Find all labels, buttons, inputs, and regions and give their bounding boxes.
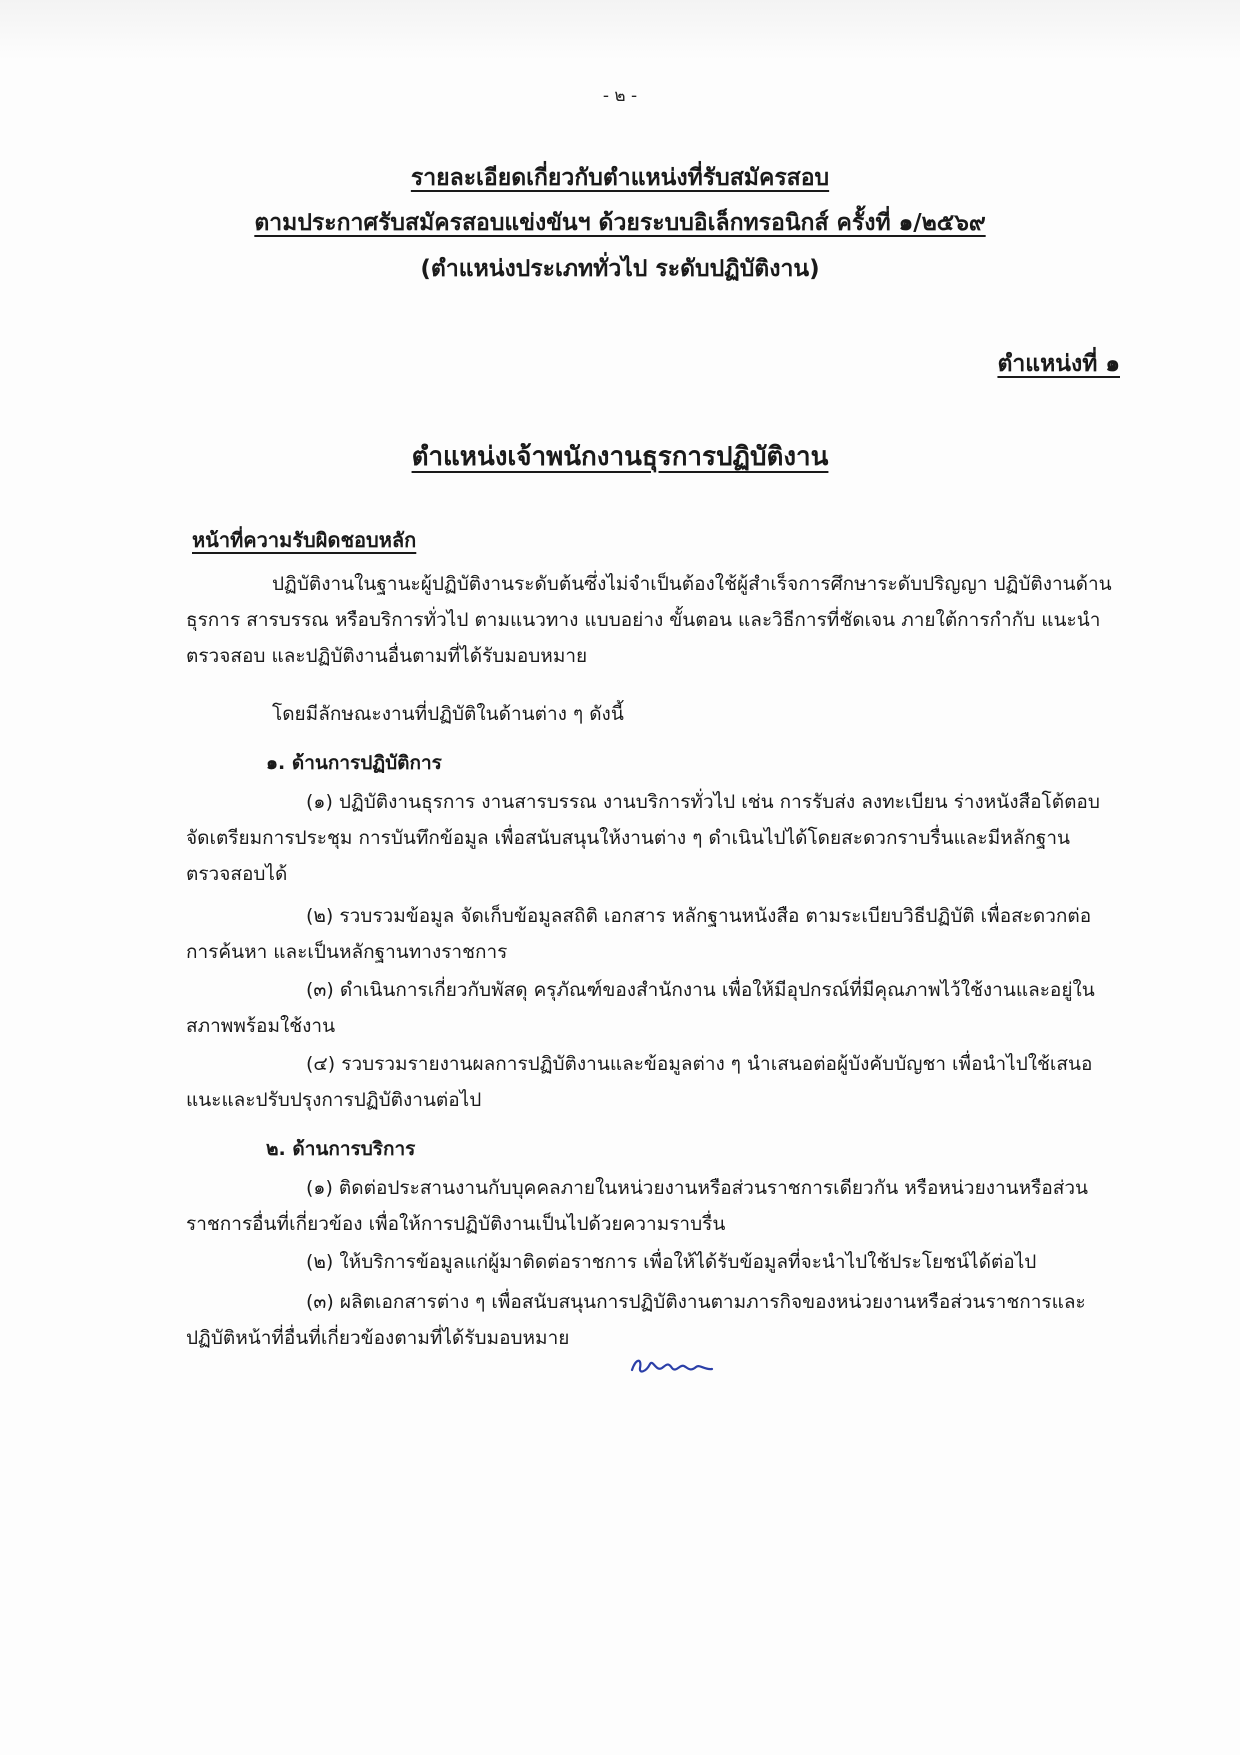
section-1-heading: ๑. ด้านการปฏิบัติการ (266, 752, 442, 774)
signature-mark (628, 1350, 718, 1380)
header-line-2-text: ตามประกาศรับสมัครสอบแข่งขันฯ ด้วยระบบอิเล็กทรอนิกส์ ครั้งที่ ๑/๒๕๖๙ (254, 210, 986, 236)
section-2-item-3: (๓) ผลิตเอกสารต่าง ๆ เพื่อสนับสนุนการปฏิบัติงานตามภารกิจของหน่วยงานหรือส่วนราชการและปฏิบัติหน้าที่อื่นที่เกี่ยวข้องตามที่ได้รับมอบหมาย (186, 1291, 1086, 1349)
intro-paragraph: ปฏิบัติงานในฐานะผู้ปฏิบัติงานระดับต้นซึ่งไม่จำเป็นต้องใช้ผู้สำเร็จการศึกษาระดับปริญญา ปฏิบัติงานด้านธุรการ สารบรรณ หรือบริการทั่วไป ตามแนวทาง แบบอย่าง ขั้นตอน และวิธีการที่ชัดเจน ภายใต้การกำกับ แนะนำ ตรวจสอบ และปฏิบัติงานอื่นตามที่ได้รับมอบหมาย (186, 573, 1112, 667)
responsibility-heading: หน้าที่ความรับผิดชอบหลัก (192, 528, 417, 552)
section-2-item-2: (๒) ให้บริการข้อมูลแก่ผู้มาติดต่อราชการ เพื่อให้ได้รับข้อมูลที่จะนำไปใช้ประโยชน์ได้ต่อไป (306, 1251, 1037, 1273)
intro-line-2: โดยมีลักษณะงานที่ปฏิบัติในด้านต่าง ๆ ดังนี้ (272, 703, 624, 725)
scan-shadow (0, 0, 1240, 60)
header-line-1-text: รายละเอียดเกี่ยวกับตำแหน่งที่รับสมัครสอบ (410, 165, 830, 191)
position-title: ตำแหน่งเจ้าพนักงานธุรการปฏิบัติงาน (411, 442, 829, 472)
section-1-item-4: (๔) รวบรวมรายงานผลการปฏิบัติงานและข้อมูลต่าง ๆ นำเสนอต่อผู้บังคับบัญชา เพื่อนำไปใช้เสนอแนะและปรับปรุงการปฏิบัติงานต่อไป (186, 1053, 1093, 1111)
header-line-1 (0, 162, 1240, 194)
section-2-item-1: (๑) ติดต่อประสานงานกับบุคคลภายในหน่วยงานหรือส่วนราชการเดียวกัน หรือหน่วยงานหรือส่วนราชการอื่นที่เกี่ยวข้อง เพื่อให้การปฏิบัติงานเป็นไปด้วยความราบรื่น (186, 1177, 1089, 1235)
section-2-heading: ๒. ด้านการบริการ (266, 1138, 416, 1160)
section-1-item-3: (๓) ดำเนินการเกี่ยวกับพัสดุ ครุภัณฑ์ของสำนักงาน เพื่อให้มีอุปกรณ์ที่มีคุณภาพไว้ใช้งานและอยู่ในสภาพพร้อมใช้งาน (186, 979, 1095, 1037)
header-line-2 (0, 207, 1240, 239)
page-number: - ๒ - (602, 86, 638, 106)
section-1-item-1: (๑) ปฏิบัติงานธุรการ งานสารบรรณ งานบริการทั่วไป เช่น การรับส่ง ลงทะเบียน ร่างหนังสือโต้ตอบ จัดเตรียมการประชุม การบันทึกข้อมูล เพื่อสนับสนุนให้งานต่าง ๆ ดำเนินไปได้โดยสะดวกราบรื่นและมีหลักฐานตรวจสอบได้ (186, 791, 1100, 885)
section-1-item-2: (๒) รวบรวมข้อมูล จัดเก็บข้อมูลสถิติ เอกสาร หลักฐานหนังสือ ตามระเบียบวิธีปฏิบัติ เพื่อสะดวกต่อการค้นหา และเป็นหลักฐานทางราชการ (186, 905, 1092, 963)
header-line-3: (ตำแหน่งประเภททั่วไป ระดับปฏิบัติงาน) (420, 256, 820, 282)
position-number: ตำแหน่งที่ ๑ (997, 351, 1120, 377)
